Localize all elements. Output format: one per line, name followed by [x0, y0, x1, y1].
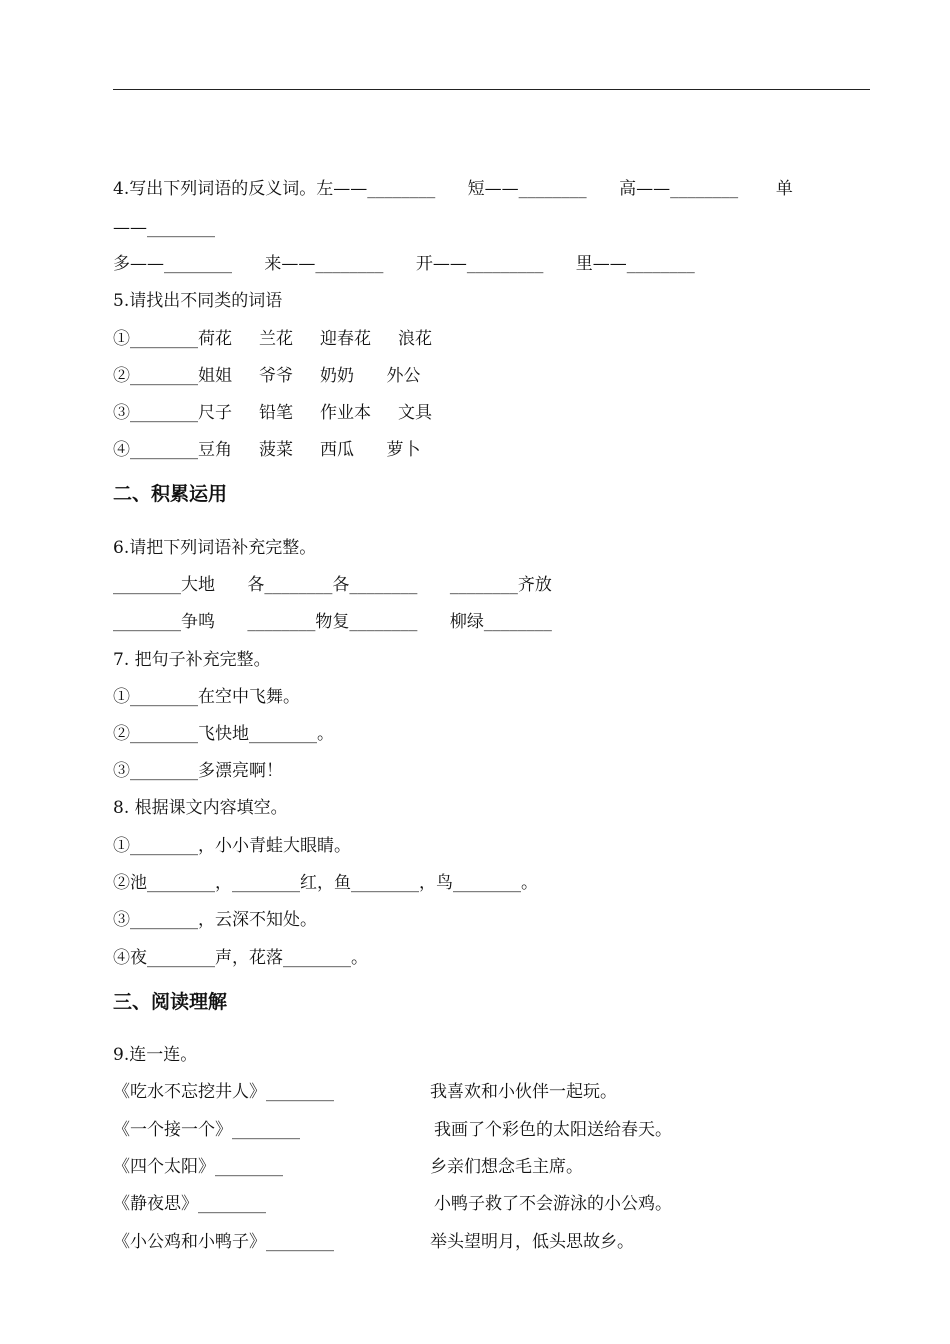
q6-line1: ________大地 各________各________ ________齐放 [113, 575, 552, 595]
q4-line3: 多——________ 来——________ 开——_________ 里——________ [113, 254, 695, 274]
header-rule [113, 89, 870, 90]
q9-left-item: 《吃水不忘挖井人》________ [113, 1082, 334, 1102]
section-heading-reading: 三、阅读理解 [113, 991, 228, 1013]
section-heading-accumulation: 二、积累运用 [113, 483, 228, 505]
q5-title: 5.请找出不同类的词语 [113, 291, 283, 311]
q9-title: 9.连一连。 [113, 1045, 198, 1065]
q4-line2: ——________ [113, 218, 215, 238]
q9-right-item: 举头望明月，低头思故乡。 [430, 1232, 634, 1252]
q8-item-3: ③________，云深不知处。 [113, 910, 317, 930]
q9-left-item: 《小公鸡和小鸭子》________ [113, 1232, 334, 1252]
q9-right-item: 我画了个彩色的太阳送给春天。 [434, 1120, 672, 1140]
q8-item-1: ①________，小小青蛙大眼睛。 [113, 836, 351, 856]
q7-item-2: ②________飞快地________。 [113, 724, 334, 744]
q9-left-item: 《一个接一个》________ [113, 1120, 300, 1140]
q9-left-item: 《四个太阳》________ [113, 1157, 283, 1177]
q5-item-1: ①________荷花 兰花 迎春花 浪花 [113, 329, 433, 349]
q9-right-item: 小鸭子救了不会游泳的小公鸡。 [434, 1194, 672, 1214]
q7-item-1: ①________在空中飞舞。 [113, 687, 300, 707]
q5-item-2: ②________姐姐 爷爷 奶奶 外公 [113, 366, 421, 386]
q8-item-4: ④夜________声，花落________。 [113, 948, 368, 968]
q8-item-2: ②池________，________红，鱼________，鸟________。 [113, 873, 538, 893]
q7-title: 7. 把句子补充完整。 [113, 650, 271, 670]
q9-right-item: 我喜欢和小伙伴一起玩。 [430, 1082, 617, 1102]
q4-line1: 4.写出下列词语的反义词。左——________ 短——________ 高——________ 单 [113, 179, 793, 199]
q5-item-4: ④________豆角 菠菜 西瓜 萝卜 [113, 440, 421, 460]
q5-item-3: ③________尺子 铅笔 作业本 文具 [113, 403, 433, 423]
q7-item-3: ③________多漂亮啊！ [113, 761, 283, 781]
q8-title: 8. 根据课文内容填空。 [113, 798, 288, 818]
q6-line2: ________争鸣 ________物复________ 柳绿________ [113, 612, 552, 632]
q9-right-item: 乡亲们想念毛主席。 [430, 1157, 583, 1177]
q6-title: 6.请把下列词语补充完整。 [113, 538, 317, 558]
q9-left-item: 《静夜思》________ [113, 1194, 266, 1214]
